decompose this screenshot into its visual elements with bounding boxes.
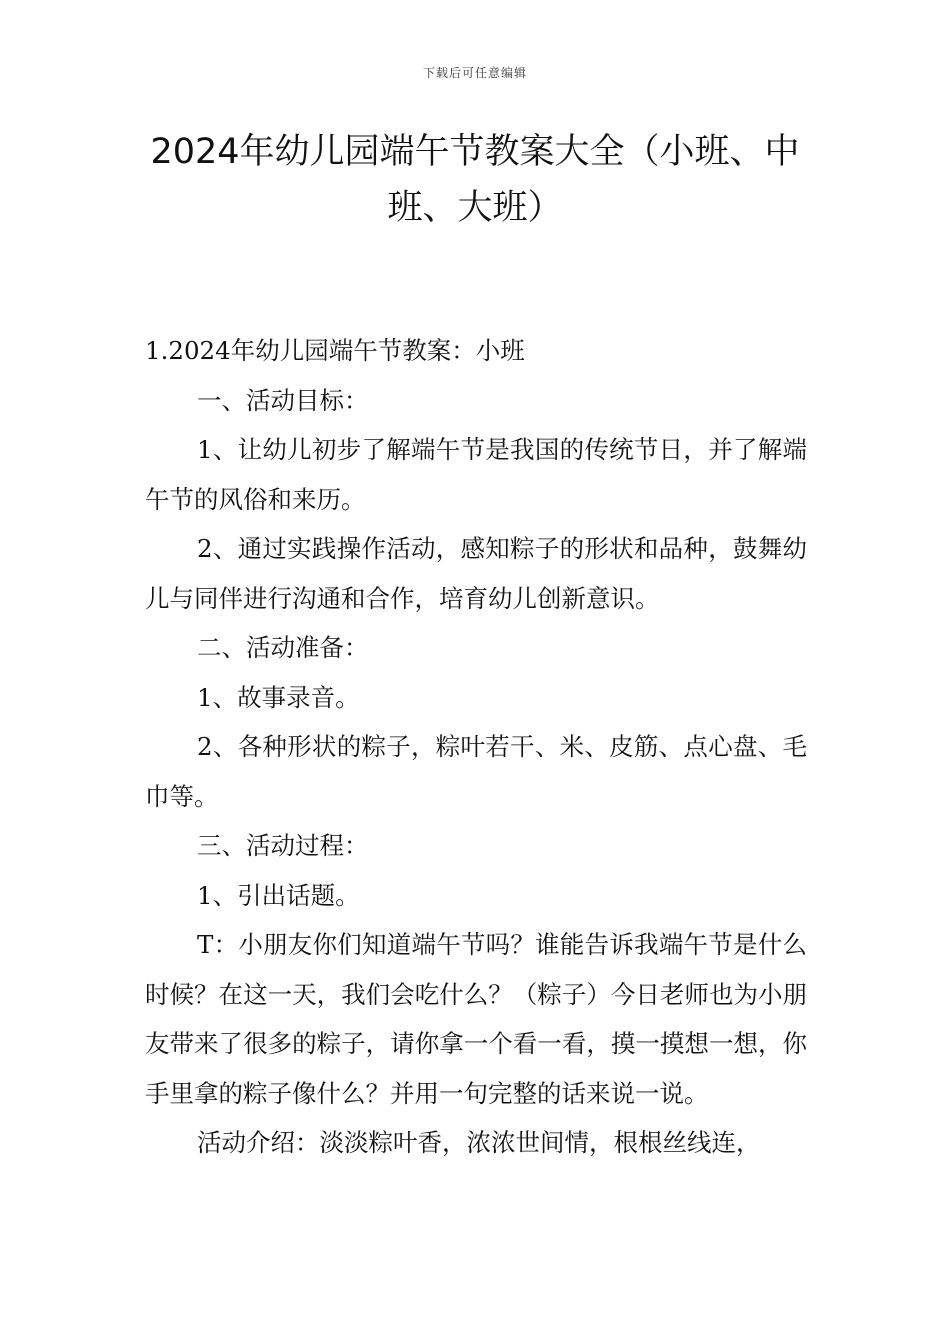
subheading-activity-process: 三、活动过程：	[197, 831, 369, 860]
document-title: 2024年幼儿园端午节教案大全（小班、中班、大班）	[150, 132, 800, 228]
goal-item-1: 1、让幼儿初步了解端午节是我国的传统节日，并了解端午节的风俗和来历。	[145, 435, 807, 514]
subheading-activity-goals: 一、活动目标：	[197, 385, 369, 415]
teacher-dialogue: T：小朋友你们知道端午节吗？谁能告诉我端午节是什么时候？在这一天，我们会吃什么？（粽子）今日老师也为小朋友带来了很多的粽子，请你拿一个看一看，摸一摸想一想，你手里拿的粽子像什么？并用一句完整的话来说一说。	[145, 930, 807, 1108]
activity-intro: 活动介绍：淡淡粽叶香，浓浓世间情，根根丝线连，	[197, 1128, 761, 1157]
goal-item-2: 2、通过实践操作活动，感知粽子的形状和品种，鼓舞幼儿与同伴进行沟通和合作，培育幼儿创新意识。	[145, 534, 807, 613]
document-body	[145, 326, 807, 1168]
preparation-item-2: 2、各种形状的粽子，粽叶若干、米、皮筋、点心盘、毛巾等。	[145, 732, 807, 811]
section-heading-small-class: 1.2024年幼儿园端午节教案：小班	[145, 336, 525, 365]
subheading-activity-preparation: 二、活动准备：	[197, 633, 369, 662]
header-note: 下载后可任意编辑	[422, 66, 527, 80]
process-item-1: 1、引出话题。	[197, 880, 360, 910]
preparation-item-1: 1、故事录音。	[197, 682, 360, 712]
